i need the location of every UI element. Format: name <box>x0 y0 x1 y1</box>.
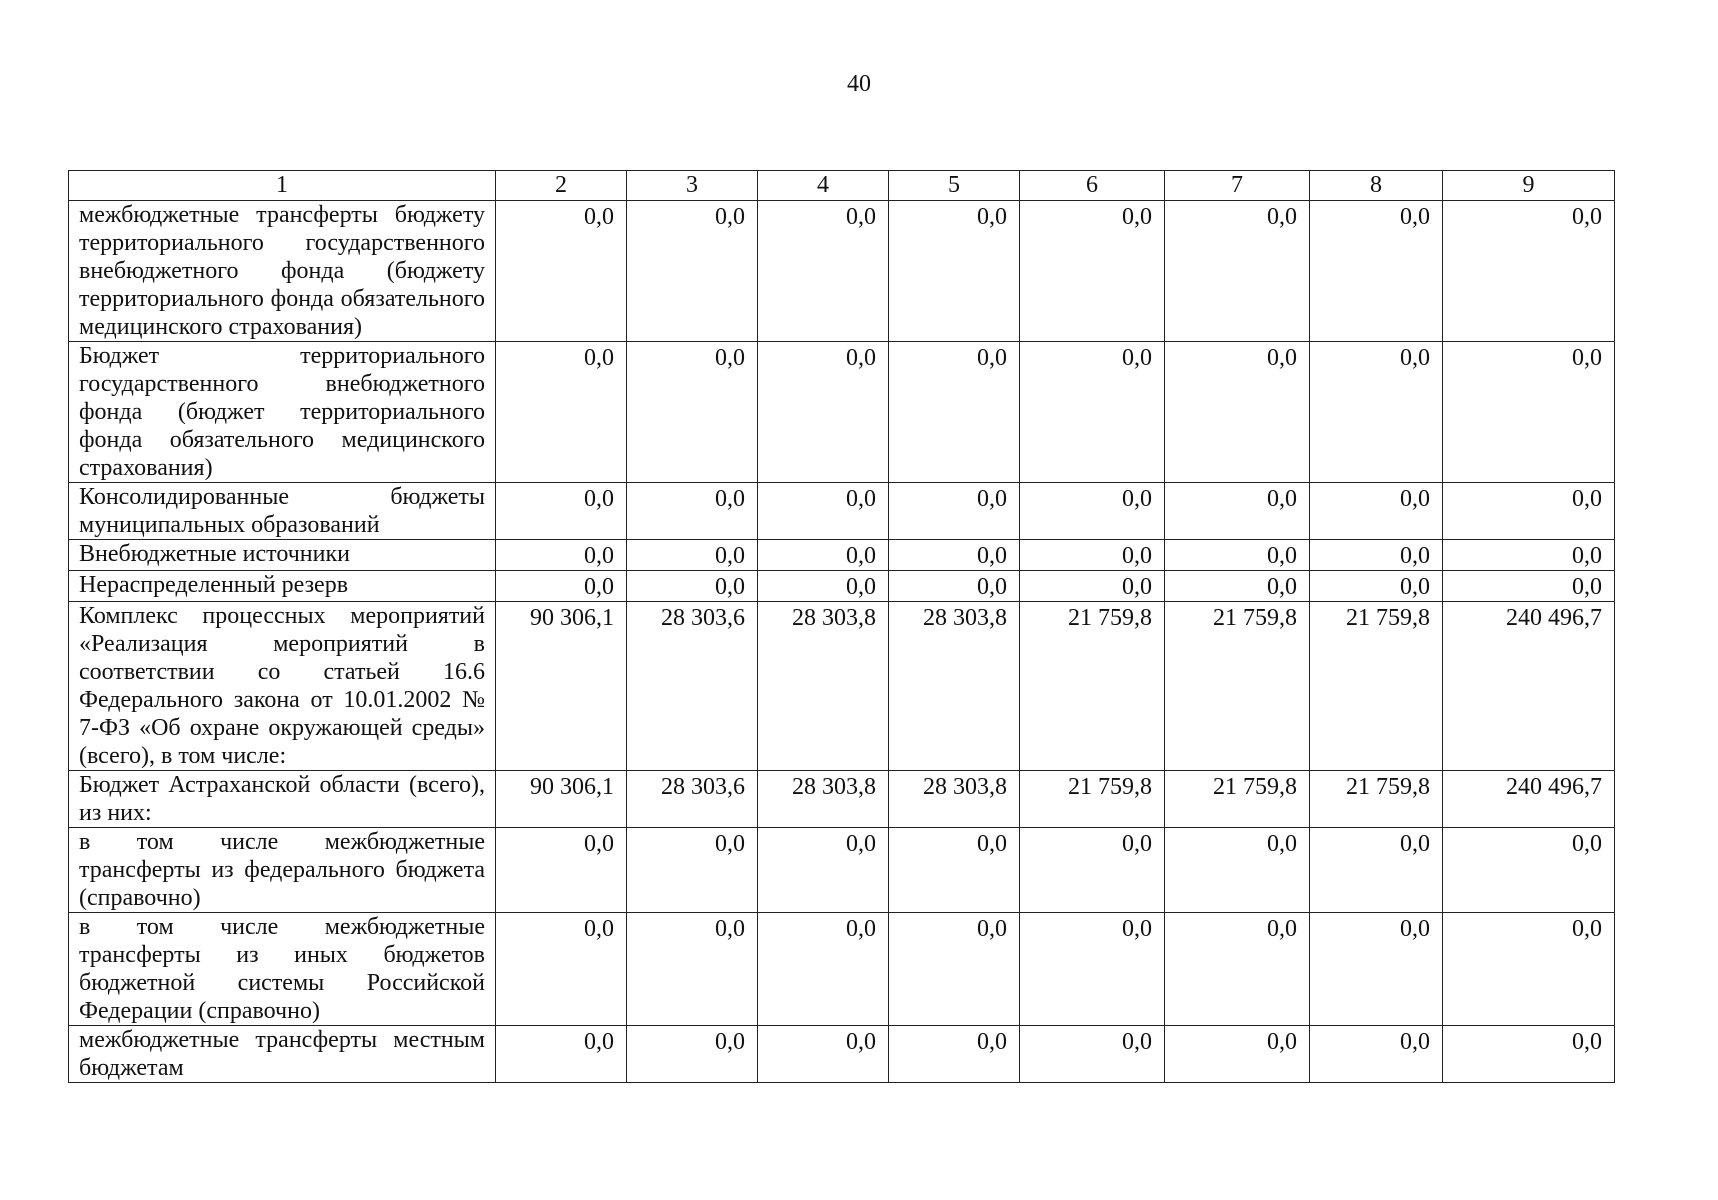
value-cell: 28 303,6 <box>627 771 758 828</box>
value-cell: 0,0 <box>1443 1026 1615 1083</box>
value-cell: 0,0 <box>758 540 889 571</box>
value-cell: 0,0 <box>758 483 889 540</box>
value-cell: 0,0 <box>1165 342 1310 483</box>
value-cell: 0,0 <box>627 342 758 483</box>
value-cell: 28 303,8 <box>758 602 889 771</box>
table-row <box>69 913 1615 1026</box>
column-header: 1 <box>69 171 496 201</box>
value-cell: 0,0 <box>1310 913 1443 1026</box>
table-row <box>69 828 1615 913</box>
value-cell: 0,0 <box>1020 201 1165 342</box>
value-cell: 0,0 <box>1443 913 1615 1026</box>
value-cell: 28 303,8 <box>889 602 1020 771</box>
header-row <box>69 171 1615 201</box>
value-cell: 0,0 <box>1020 540 1165 571</box>
value-cell: 90 306,1 <box>496 602 627 771</box>
value-cell: 0,0 <box>496 540 627 571</box>
value-cell: 0,0 <box>627 201 758 342</box>
value-cell: 21 759,8 <box>1165 771 1310 828</box>
column-header: 5 <box>889 171 1020 201</box>
value-cell: 0,0 <box>496 913 627 1026</box>
value-cell: 0,0 <box>496 828 627 913</box>
value-cell: 90 306,1 <box>496 771 627 828</box>
table-row <box>69 201 1615 342</box>
table-row <box>69 771 1615 828</box>
value-cell: 28 303,8 <box>758 771 889 828</box>
row-label: в том числе межбюджетные трансферты из иных бюджетов бюджетной системы Российской Федерации (справочно) <box>69 913 496 1026</box>
value-cell: 240 496,7 <box>1443 602 1615 771</box>
value-cell: 0,0 <box>1310 342 1443 483</box>
row-label: Бюджет территориального государственного внебюджетного фонда (бюджет территориального фонда обязательного медицинского страхования) <box>69 342 496 483</box>
value-cell: 0,0 <box>1020 828 1165 913</box>
value-cell: 0,0 <box>758 913 889 1026</box>
value-cell: 0,0 <box>1310 828 1443 913</box>
value-cell: 240 496,7 <box>1443 771 1615 828</box>
value-cell: 0,0 <box>1443 540 1615 571</box>
table-row <box>69 483 1615 540</box>
column-header: 3 <box>627 171 758 201</box>
value-cell: 21 759,8 <box>1020 602 1165 771</box>
value-cell: 0,0 <box>1310 483 1443 540</box>
column-header: 4 <box>758 171 889 201</box>
row-label: Консолидированные бюджеты муниципальных образований <box>69 483 496 540</box>
row-label: Нераспределенный резерв <box>69 571 496 602</box>
row-label: Бюджет Астраханской области (всего), из них: <box>69 771 496 828</box>
value-cell: 0,0 <box>496 1026 627 1083</box>
value-cell: 0,0 <box>1020 483 1165 540</box>
budget-table <box>68 170 1615 1083</box>
value-cell: 21 759,8 <box>1165 602 1310 771</box>
value-cell: 0,0 <box>496 483 627 540</box>
column-header: 6 <box>1020 171 1165 201</box>
value-cell: 0,0 <box>627 828 758 913</box>
value-cell: 0,0 <box>889 201 1020 342</box>
value-cell: 0,0 <box>758 342 889 483</box>
value-cell: 0,0 <box>1443 483 1615 540</box>
value-cell: 21 759,8 <box>1310 602 1443 771</box>
value-cell: 0,0 <box>1165 483 1310 540</box>
value-cell: 0,0 <box>1310 1026 1443 1083</box>
value-cell: 28 303,8 <box>889 771 1020 828</box>
value-cell: 0,0 <box>889 342 1020 483</box>
value-cell: 21 759,8 <box>1020 771 1165 828</box>
value-cell: 0,0 <box>627 540 758 571</box>
row-label: межбюджетные трансферты бюджету территориального государственного внебюджетного фонда (бюджету территориального фонда обязательного медицинского страхования) <box>69 201 496 342</box>
value-cell: 0,0 <box>496 571 627 602</box>
value-cell: 0,0 <box>758 571 889 602</box>
column-header: 7 <box>1165 171 1310 201</box>
column-header: 8 <box>1310 171 1443 201</box>
value-cell: 0,0 <box>1443 828 1615 913</box>
value-cell: 0,0 <box>1165 828 1310 913</box>
value-cell: 0,0 <box>627 913 758 1026</box>
value-cell: 21 759,8 <box>1310 771 1443 828</box>
value-cell: 0,0 <box>758 1026 889 1083</box>
column-header: 9 <box>1443 171 1615 201</box>
value-cell: 0,0 <box>1310 540 1443 571</box>
value-cell: 0,0 <box>889 483 1020 540</box>
row-label: Комплекс процессных мероприятий «Реализация мероприятий в соответствии со статьей 16.6 Федерального закона от 10.01.2002 № 7-ФЗ «Об охране окружающей среды» (всего), в том числе: <box>69 602 496 771</box>
value-cell: 28 303,6 <box>627 602 758 771</box>
value-cell: 0,0 <box>889 571 1020 602</box>
value-cell: 0,0 <box>1165 540 1310 571</box>
table-row <box>69 540 1615 571</box>
value-cell: 0,0 <box>1165 571 1310 602</box>
value-cell: 0,0 <box>889 540 1020 571</box>
value-cell: 0,0 <box>1020 571 1165 602</box>
row-label: Внебюджетные источники <box>69 540 496 571</box>
value-cell: 0,0 <box>627 1026 758 1083</box>
table-row <box>69 342 1615 483</box>
value-cell: 0,0 <box>1443 571 1615 602</box>
value-cell: 0,0 <box>758 201 889 342</box>
value-cell: 0,0 <box>496 342 627 483</box>
table-row <box>69 1026 1615 1083</box>
value-cell: 0,0 <box>496 201 627 342</box>
table-row <box>69 571 1615 602</box>
value-cell: 0,0 <box>889 1026 1020 1083</box>
value-cell: 0,0 <box>758 828 889 913</box>
value-cell: 0,0 <box>1310 201 1443 342</box>
value-cell: 0,0 <box>1443 342 1615 483</box>
table-row <box>69 602 1615 771</box>
value-cell: 0,0 <box>1020 1026 1165 1083</box>
value-cell: 0,0 <box>889 913 1020 1026</box>
value-cell: 0,0 <box>1020 913 1165 1026</box>
row-label: межбюджетные трансферты местным бюджетам <box>69 1026 496 1083</box>
value-cell: 0,0 <box>627 483 758 540</box>
column-header: 2 <box>496 171 627 201</box>
value-cell: 0,0 <box>627 571 758 602</box>
value-cell: 0,0 <box>1165 1026 1310 1083</box>
value-cell: 0,0 <box>1310 571 1443 602</box>
value-cell: 0,0 <box>1165 201 1310 342</box>
page-number: 40 <box>847 71 871 97</box>
value-cell: 0,0 <box>1443 201 1615 342</box>
value-cell: 0,0 <box>1020 342 1165 483</box>
row-label: в том числе межбюджетные трансферты из федерального бюджета (справочно) <box>69 828 496 913</box>
value-cell: 0,0 <box>889 828 1020 913</box>
value-cell: 0,0 <box>1165 913 1310 1026</box>
